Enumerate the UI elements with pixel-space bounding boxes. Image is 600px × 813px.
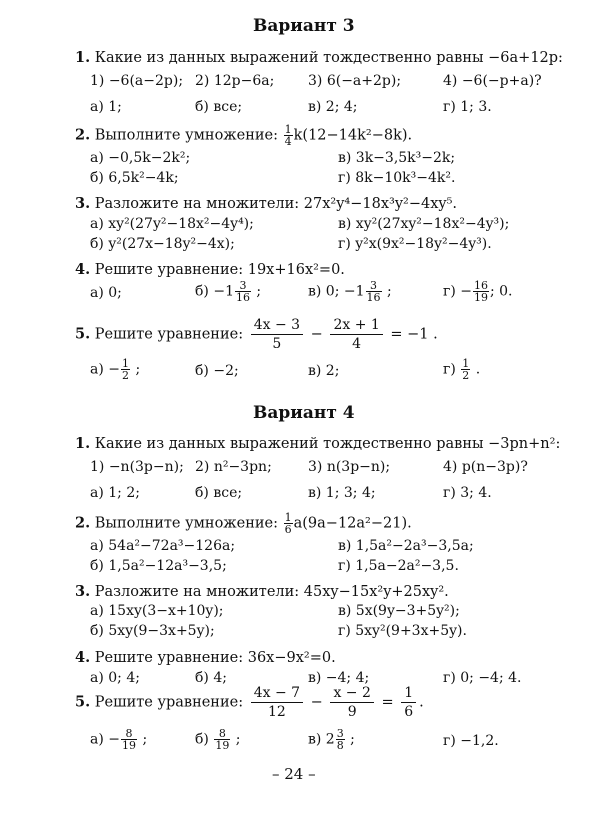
v3-q1-text: Какие из данных выражений тождественно равны −6a+12p: xyxy=(94,50,563,66)
v4-q2-answer-g: г) 1,5a−2a²−3,5. xyxy=(338,558,459,574)
v3-q4-v-fraction: $\frac{3}{16}$ xyxy=(366,279,381,304)
v4-q2-prompt xyxy=(75,512,412,535)
v4-q3-answer-b: б) 5xy(9−3x+5y); xyxy=(90,623,215,639)
v4-q5-fraction-2: $\frac{x - 2}{9}$ xyxy=(330,684,373,721)
page-number: – 24 – xyxy=(272,765,316,783)
v3-q5-fraction-2: $\frac{2x + 1}{4}$ xyxy=(330,316,382,353)
v3-q2-answer-g: г) 8k−10k³−4k². xyxy=(338,170,456,186)
v3-q5-answer-b: б) −2; xyxy=(195,363,239,379)
v3-q4-prompt xyxy=(75,261,345,278)
v4-q1-option-3: 3) n(3p−n); xyxy=(308,459,391,475)
v4-q2-answer-a: а) 54a²−72a³−126a; xyxy=(90,538,236,554)
v4-q5-v-fraction: $\frac{3}{8}$ xyxy=(336,727,344,752)
v4-q3-text: Разложите на множители: 45xy−15x²y+25xy². xyxy=(94,584,449,600)
v4-q1-answer-v: в) 1; 3; 4; xyxy=(308,485,376,501)
v3-q1-answer-v: в) 2; 4; xyxy=(308,99,358,115)
v3-q2-answer-v: в) 3k−3,5k³−2k; xyxy=(338,150,456,166)
v4-q5-fraction-3: $\frac{1}{6}$ xyxy=(401,684,416,721)
v4-q5-answer-v: в) 2 $\frac{3}{8}$ ; xyxy=(308,727,355,752)
v4-q4-answer-b: б) 4; xyxy=(195,670,227,686)
v4-q3-number: 3. xyxy=(75,583,91,600)
v4-q4-answer-v: в) −4; 4; xyxy=(308,670,370,686)
v4-q1-option-1: 1) −n(3p−n); xyxy=(90,459,184,475)
v4-q1-answer-a: а) 1; 2; xyxy=(90,485,140,501)
v3-q2-expression: k(12−14k²−8k). xyxy=(293,127,413,144)
v4-q1-answer-b: б) все; xyxy=(195,485,243,501)
v4-q3-answer-g: г) 5xy²(9+3x+5y). xyxy=(338,623,467,639)
v3-q1-answer-b: б) все; xyxy=(195,99,243,115)
v4-q1-number: 1. xyxy=(75,435,91,452)
v4-q1-text: Какие из данных выражений тождественно равны −3pn+n²: xyxy=(94,436,561,452)
v4-q4-text: Решите уравнение: 36x−9x²=0. xyxy=(94,650,336,666)
v3-q3-number: 3. xyxy=(75,195,91,212)
v3-q5-answer-a: а) − $\frac{1}{2}$ ; xyxy=(90,357,141,382)
v3-q5-number: 5. xyxy=(75,325,91,343)
v4-q5-answer-a: а) − $\frac{8}{19}$ ; xyxy=(90,727,148,752)
v3-q1-option-4: 4) −6(−p+a)? xyxy=(443,73,542,89)
v4-q1-answer-g: г) 3; 4. xyxy=(443,485,492,501)
v4-q3-answer-v: в) 5x(9y−3+5y²); xyxy=(338,603,460,619)
v4-q4-number: 4. xyxy=(75,649,91,666)
v3-q2-number: 2. xyxy=(75,126,91,144)
v4-q5-text: Решите уравнение: xyxy=(94,694,244,711)
v3-q5-rhs: = −1 . xyxy=(390,326,438,343)
v4-q2-expression: a(9a−12a²−21). xyxy=(293,515,412,532)
v4-q5-fraction-1: $\frac{4x - 7}{12}$ xyxy=(251,684,303,721)
v3-q4-g-fraction: $\frac{16}{19}$ xyxy=(473,279,488,304)
v4-q1-option-2: 2) n²−3pn; xyxy=(195,459,272,475)
v4-q2-number: 2. xyxy=(75,514,91,532)
v3-q2-answer-a: а) −0,5k−2k²; xyxy=(90,150,191,166)
v3-q1-option-1: 1) −6(a−2p); xyxy=(90,73,184,89)
v4-q3-prompt xyxy=(75,583,449,600)
v3-q1-answer-g: г) 1; 3. xyxy=(443,99,492,115)
v3-q1-prompt xyxy=(75,49,563,66)
v3-q5-a-fraction: $\frac{1}{2}$ xyxy=(122,357,129,382)
v4-q2-answer-v: в) 1,5a²−2a³−3,5a; xyxy=(338,538,474,554)
v4-q4-answer-g: г) 0; −4; 4. xyxy=(443,670,522,686)
v4-q5-prompt: 5. Решите уравнение: $\frac{4x - 7}{12}$ − $\frac{x - 2}{9}$ = $\frac{1}{6}$ . xyxy=(75,685,424,720)
v4-q4-answer-a: а) 0; 4; xyxy=(90,670,140,686)
v4-q2-answer-b: б) 1,5a²−12a³−3,5; xyxy=(90,558,227,574)
v3-q3-text: Разложите на множители: 27x²y⁴−18x³y²−4xy⁵. xyxy=(94,196,457,212)
variant-3-title: Вариант 3 xyxy=(253,16,355,36)
v3-q3-answer-b: б) y²(27x−18y²−4x); xyxy=(90,236,235,252)
v3-q3-answer-a: а) xy²(27y²−18x²−4y⁴); xyxy=(90,216,254,232)
v4-q1-prompt xyxy=(75,435,560,452)
v4-q1-option-4: 4) p(n−3p)? xyxy=(443,459,528,475)
v3-q4-answer-b: б) −1 $\frac{3}{16}$ ; xyxy=(195,279,262,304)
v4-q5-number: 5. xyxy=(75,693,91,711)
v3-q4-answer-a: а) 0; xyxy=(90,285,122,301)
v4-q3-answer-a: а) 15xy(3−x+10y); xyxy=(90,603,224,619)
v3-q5-answer-v: в) 2; xyxy=(308,363,340,379)
v3-q2-text: Выполните умножение: xyxy=(94,127,279,144)
v4-q5-rhs: . xyxy=(419,694,424,711)
v4-q2-text: Выполните умножение: xyxy=(94,515,279,532)
v3-q5-g-fraction: $\frac{1}{2}$ xyxy=(462,357,470,382)
v3-q1-option-3: 3) 6(−a+2p); xyxy=(308,73,402,89)
v3-q4-answer-g: г) − $\frac{16}{19}$ ; 0. xyxy=(443,279,513,304)
v4-q5-answer-b: б) $\frac{8}{19}$ ; xyxy=(195,727,241,752)
v3-q4-number: 4. xyxy=(75,261,91,278)
v3-q5-answer-g: г) $\frac{1}{2}$ . xyxy=(443,357,481,382)
v3-q1-answer-a: а) 1; xyxy=(90,99,122,115)
v3-q5-fraction-1: $\frac{4x - 3}{5}$ xyxy=(251,316,303,353)
v3-q2-fraction: $\frac{1}{4}$ xyxy=(284,123,292,148)
v3-q3-answer-v: в) xy²(27xy²−18x²−4y³); xyxy=(338,216,510,232)
v3-q1-option-2: 2) 12p−6a; xyxy=(195,73,275,89)
v4-q5-b-fraction: $\frac{8}{19}$ xyxy=(215,727,230,752)
v3-q1-number: 1. xyxy=(75,49,91,66)
v3-q2-prompt xyxy=(75,124,412,147)
v3-q5-prompt: 5. Решите уравнение: $\frac{4x - 3}{5}$ − $\frac{2x + 1}{4}$ = −1 . xyxy=(75,317,438,352)
v3-q4-b-fraction: $\frac{3}{16}$ xyxy=(235,279,250,304)
variant-4-title: Вариант 4 xyxy=(253,403,355,423)
v4-q5-answer-g: г) −1,2. xyxy=(443,733,499,749)
v3-q3-answer-g: г) y²x(9x²−18y²−4y³). xyxy=(338,236,492,252)
v3-q3-prompt xyxy=(75,195,457,212)
v4-q5-a-fraction: $\frac{8}{19}$ xyxy=(122,727,136,752)
v4-q4-prompt xyxy=(75,649,336,666)
v3-q4-answer-v: в) 0; −1 $\frac{3}{16}$ ; xyxy=(308,279,392,304)
v3-q2-answer-b: б) 6,5k²−4k; xyxy=(90,170,179,186)
v3-q5-text: Решите уравнение: xyxy=(94,326,244,343)
v4-q2-fraction: $\frac{1}{6}$ xyxy=(284,511,292,536)
v3-q4-text: Решите уравнение: 19x+16x²=0. xyxy=(94,262,345,278)
